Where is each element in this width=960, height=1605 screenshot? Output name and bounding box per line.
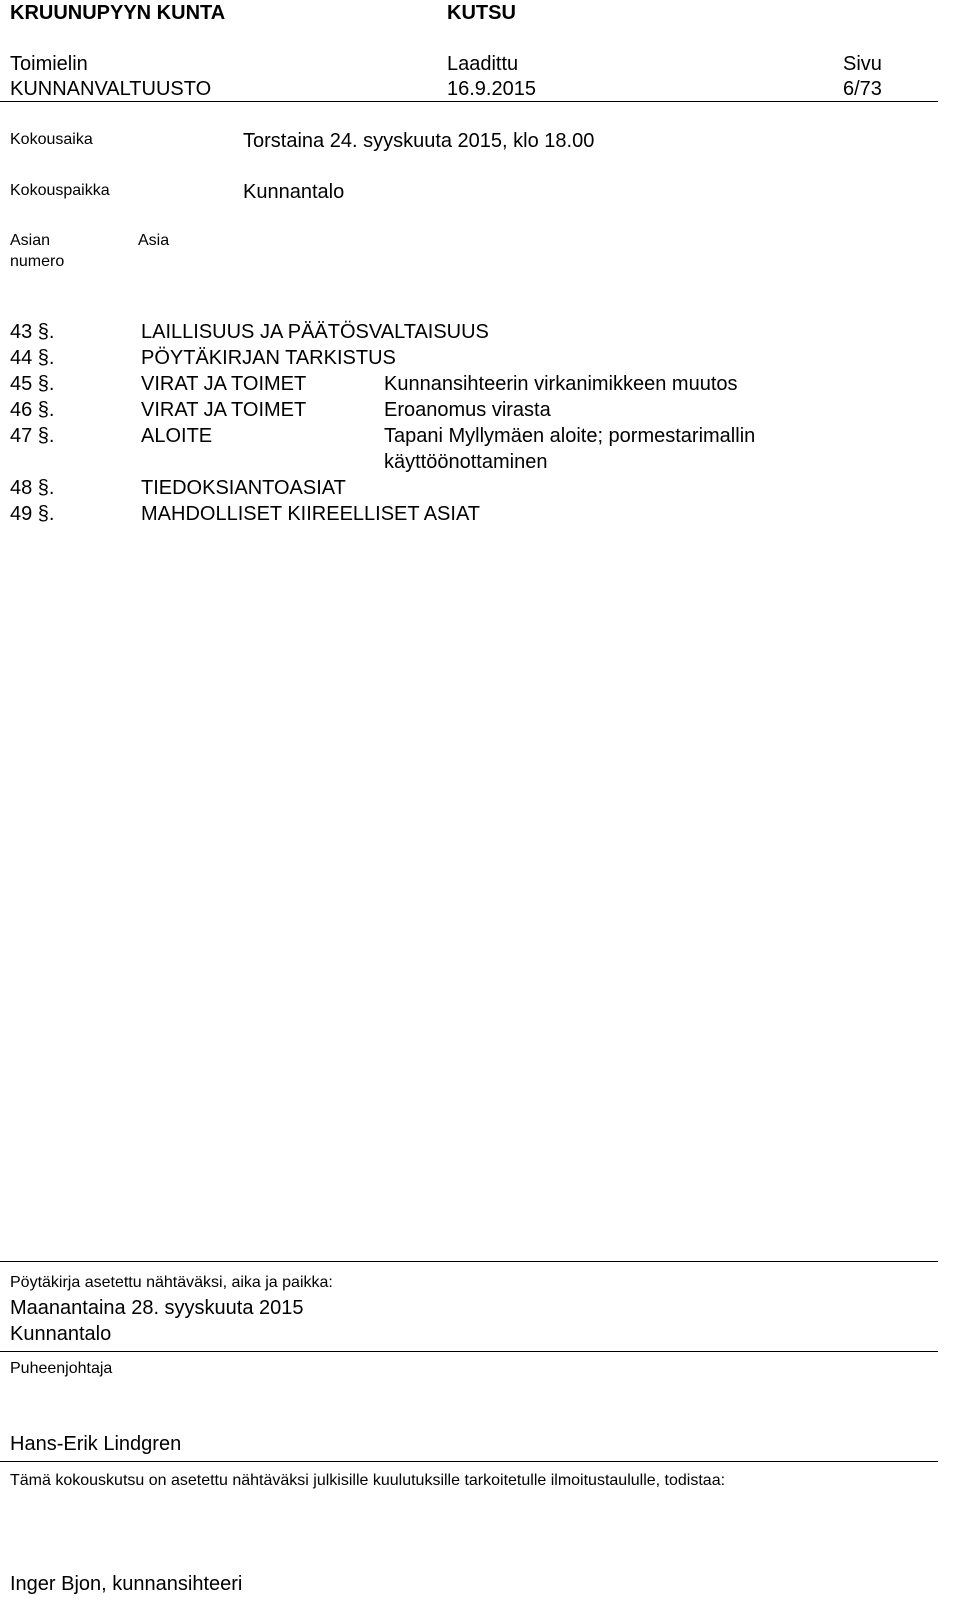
agenda-number-header-line1: Asian xyxy=(10,232,51,249)
body-label: Toimielin xyxy=(10,53,88,75)
chair-name: Hans-Erik Lindgren xyxy=(10,1433,182,1455)
notice-statement: Tämä kokouskutsu on asetettu nähtäväksi julkisille kuulutuksille tarkoitetulle ilmoitustaululle, todistaa: xyxy=(10,1472,726,1489)
agenda-item-number: 44 §. xyxy=(10,347,55,369)
agenda-item-title: Tapani Myllymäen aloite; pormestarimallin xyxy=(384,425,756,447)
agenda-item-category: LAILLISUUS JA PÄÄTÖSVALTAISUUS xyxy=(141,321,489,343)
agenda-item-category: VIRAT JA TOIMET xyxy=(141,373,307,395)
agenda-item-category: ALOITE xyxy=(141,425,213,447)
organization-name: KRUUNUPYYN KUNTA xyxy=(10,2,226,24)
date-label: Laadittu xyxy=(447,53,519,75)
display-divider xyxy=(0,1351,938,1352)
meeting-time-label: Kokousaika xyxy=(10,131,93,148)
chair-divider xyxy=(0,1461,938,1462)
document-type: KUTSU xyxy=(447,2,516,24)
header-divider xyxy=(0,101,938,102)
agenda-item-number: 45 §. xyxy=(10,373,55,395)
agenda-subject-header: Asia xyxy=(138,232,170,249)
agenda-item-title: Kunnansihteerin virkanimikkeen muutos xyxy=(384,373,738,395)
meeting-time-value: Torstaina 24. syyskuuta 2015, klo 18.00 xyxy=(243,130,595,152)
secretary-name: Inger Bjon, kunnansihteeri xyxy=(10,1573,243,1595)
display-date: Maanantaina 28. syyskuuta 2015 xyxy=(10,1297,304,1319)
agenda-item-category: PÖYTÄKIRJAN TARKISTUS xyxy=(141,347,396,369)
agenda-number-header-line2: numero xyxy=(10,253,65,270)
page-value: 6/73 xyxy=(843,78,882,100)
agenda-item-title: Eroanomus virasta xyxy=(384,399,551,421)
agenda-item-number: 48 §. xyxy=(10,477,55,499)
agenda-item-category: TIEDOKSIANTOASIAT xyxy=(141,477,346,499)
meeting-place-label: Kokouspaikka xyxy=(10,182,110,199)
agenda-item-title-continued: käyttöönottaminen xyxy=(384,451,548,473)
display-label: Pöytäkirja asetettu nähtäväksi, aika ja paikka: xyxy=(10,1274,333,1291)
agenda-item-number: 46 §. xyxy=(10,399,55,421)
page-label: Sivu xyxy=(843,53,882,75)
body-value: KUNNANVALTUUSTO xyxy=(10,78,212,100)
chair-label: Puheenjohtaja xyxy=(10,1360,113,1377)
agenda-item-number: 43 §. xyxy=(10,321,55,343)
footer-divider xyxy=(0,1261,938,1262)
date-value: 16.9.2015 xyxy=(447,78,536,100)
display-place: Kunnantalo xyxy=(10,1323,112,1345)
agenda-item-number: 47 §. xyxy=(10,425,55,447)
agenda-item-category: MAHDOLLISET KIIREELLISET ASIAT xyxy=(141,503,481,525)
agenda-item-number: 49 §. xyxy=(10,503,55,525)
meeting-place-value: Kunnantalo xyxy=(243,181,345,203)
agenda-item-category: VIRAT JA TOIMET xyxy=(141,399,307,421)
